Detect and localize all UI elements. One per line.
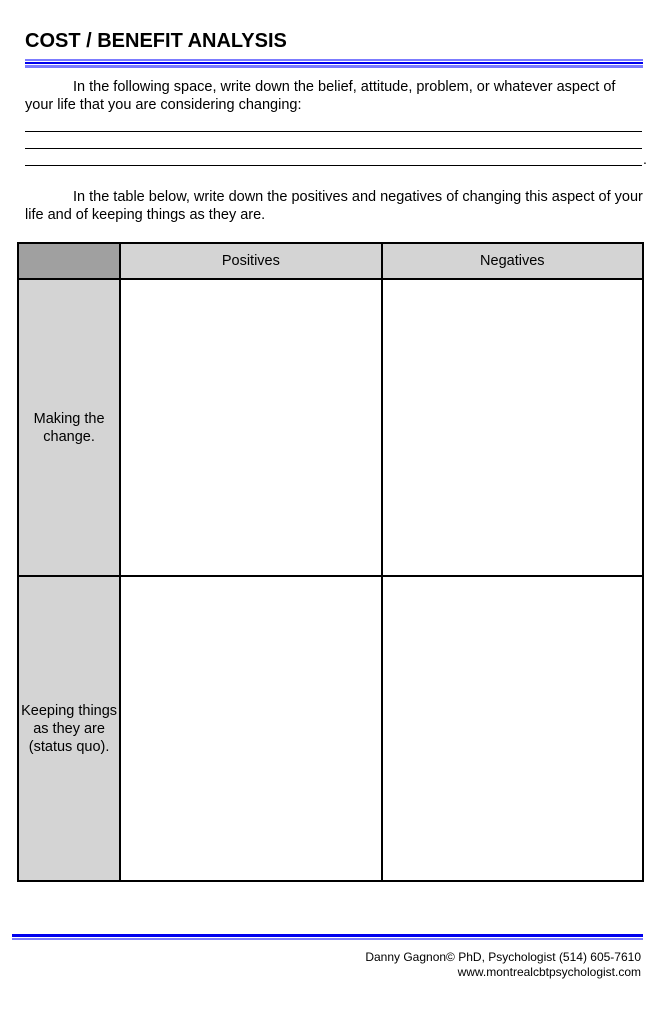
footer-divider [12,934,643,940]
instruction-2: In the table below, write down the positives and negatives of changing this aspect of your life and of keeping things as they are. [25,189,643,223]
answer-line-3[interactable] [25,165,642,166]
cell-status-quo-positives[interactable] [120,576,381,881]
answer-line-2[interactable] [25,148,642,149]
row-header-status-quo: Keeping things as they are (status quo). [18,576,120,881]
cost-benefit-table [17,242,644,882]
instruction-1: In the following space, write down the belief, attitude, problem, or whatever aspect of your life that you are considering changing: [25,79,616,113]
header-negatives: Negatives [382,243,643,279]
answer-period: . [643,151,647,167]
page-title: COST / BENEFIT ANALYSIS [25,30,287,52]
answer-line-1[interactable] [25,131,642,132]
footer-website: www.montrealcbtpsychologist.com [457,965,641,979]
title-divider [25,59,643,68]
row-header-making-change: Making the change. [18,279,120,576]
corner-cell [18,243,120,279]
footer [365,950,641,980]
cell-change-negatives[interactable] [382,279,643,576]
cell-change-positives[interactable] [120,279,381,576]
cell-status-quo-negatives[interactable] [382,576,643,881]
header-positives: Positives [120,243,381,279]
footer-author: Danny Gagnon© PhD, Psychologist (514) 605-7610 [365,950,641,964]
